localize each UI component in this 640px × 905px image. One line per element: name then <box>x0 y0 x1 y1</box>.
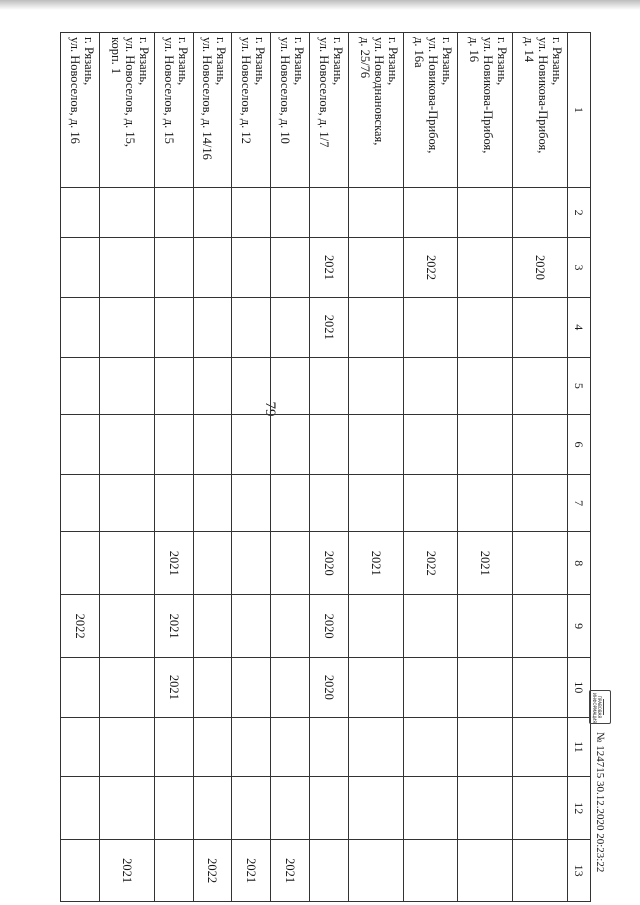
address-line: ул. Новикова-Прибоя, <box>536 37 550 154</box>
value-cell: 2021 <box>232 840 271 902</box>
value-cell <box>232 777 271 840</box>
column-header-13: 13 <box>568 840 591 902</box>
value-cell <box>310 357 349 415</box>
value-cell <box>513 532 568 595</box>
table-row <box>310 33 349 902</box>
column-header-11: 11 <box>568 717 591 777</box>
address-line: корп. 1 <box>108 37 123 75</box>
value-cell <box>513 658 568 718</box>
schedule-table <box>60 32 591 902</box>
table-row <box>458 33 513 902</box>
value-cell: 2021 <box>310 297 349 357</box>
table-row <box>99 33 154 902</box>
value-cell <box>458 297 513 357</box>
value-cell <box>193 474 232 532</box>
address-line: г. Рязань, <box>292 37 306 86</box>
value-cell <box>310 474 349 532</box>
address-cell <box>458 33 513 188</box>
value-cell <box>271 415 310 475</box>
value-cell <box>513 595 568 658</box>
value-cell <box>271 777 310 840</box>
address-line: ул. Новоселов, д. 15 <box>161 37 176 144</box>
value-cell <box>310 415 349 475</box>
value-cell <box>99 415 154 475</box>
address-line: ул. Новикова-Прибоя, <box>481 37 496 154</box>
value-cell <box>403 658 458 718</box>
address-cell <box>271 33 310 188</box>
value-cell <box>154 238 193 298</box>
column-header-10: 10 <box>568 658 591 718</box>
value-cell <box>271 658 310 718</box>
address-line: г. Рязань, <box>495 37 510 86</box>
value-cell: 2022 <box>193 840 232 902</box>
value-cell <box>348 238 403 298</box>
value-cell <box>154 357 193 415</box>
value-cell <box>99 777 154 840</box>
value-cell: 2020 <box>310 595 349 658</box>
schedule-table-container <box>60 32 591 902</box>
address-line: ул. Новоднановская, <box>371 37 386 146</box>
value-cell: 2021 <box>154 595 193 658</box>
address-line: г. Рязань, <box>330 37 345 86</box>
column-header-2: 2 <box>568 187 591 237</box>
column-header-12: 12 <box>568 777 591 840</box>
emblem-line-1: ПРАВОВАЯ <box>597 695 602 719</box>
value-cell <box>348 595 403 658</box>
value-cell <box>232 297 271 357</box>
value-cell <box>458 717 513 777</box>
value-cell <box>99 595 154 658</box>
value-cell <box>61 840 100 902</box>
value-cell <box>513 357 568 415</box>
value-cell <box>348 717 403 777</box>
value-cell: 2020 <box>513 238 568 298</box>
value-cell <box>99 187 154 237</box>
value-cell <box>310 777 349 840</box>
document-registration-id: № 124715 30.12.2020 20:23:22 <box>594 732 606 873</box>
column-header-9: 9 <box>568 595 591 658</box>
value-cell <box>271 474 310 532</box>
value-cell: 2021 <box>154 532 193 595</box>
value-cell: 2022 <box>61 595 100 658</box>
value-cell <box>232 238 271 298</box>
value-cell <box>310 840 349 902</box>
value-cell <box>403 187 458 237</box>
address-cell <box>403 33 458 188</box>
value-cell <box>348 357 403 415</box>
address-line: г. Рязань, <box>81 37 96 86</box>
value-cell <box>193 717 232 777</box>
value-cell <box>403 595 458 658</box>
column-header-4: 4 <box>568 297 591 357</box>
value-cell <box>99 238 154 298</box>
value-cell <box>271 357 310 415</box>
value-cell <box>154 474 193 532</box>
address-line: ул. Новикова-Прибоя, <box>426 37 441 154</box>
value-cell <box>513 297 568 357</box>
emblem-line-2: ИНФОРМАЦИЯ <box>592 693 597 724</box>
address-cell <box>154 33 193 188</box>
address-line: ул. Новоселов, д. 10 <box>278 37 292 144</box>
value-cell <box>271 717 310 777</box>
value-cell <box>348 187 403 237</box>
value-cell <box>232 357 271 415</box>
value-cell <box>348 297 403 357</box>
value-cell <box>458 777 513 840</box>
address-line: г. Рязань, <box>136 37 151 86</box>
address-line: д. 16а <box>412 37 427 68</box>
value-cell: 2021 <box>348 532 403 595</box>
address-line: д. 25/76 <box>357 37 372 79</box>
value-cell <box>232 415 271 475</box>
column-header-6: 6 <box>568 415 591 475</box>
registration-stamp <box>585 690 615 890</box>
value-cell <box>232 187 271 237</box>
value-cell <box>154 717 193 777</box>
value-cell: 2020 <box>310 658 349 718</box>
value-cell <box>348 415 403 475</box>
address-line: ул. Новоселов, д. 14/16 <box>200 37 215 160</box>
table-row <box>154 33 193 902</box>
column-header-1: 1 <box>568 33 591 188</box>
address-line: г. Рязань, <box>253 37 268 86</box>
value-cell <box>99 532 154 595</box>
value-cell <box>193 187 232 237</box>
value-cell <box>193 357 232 415</box>
address-line: д. 14 <box>522 37 536 63</box>
value-cell <box>99 357 154 415</box>
value-cell <box>193 532 232 595</box>
value-cell <box>271 532 310 595</box>
address-line: г. Рязань, <box>440 37 455 86</box>
value-cell <box>348 777 403 840</box>
column-header-5: 5 <box>568 357 591 415</box>
value-cell: 2021 <box>310 238 349 298</box>
value-cell <box>271 297 310 357</box>
value-cell <box>458 415 513 475</box>
value-cell <box>403 840 458 902</box>
value-cell <box>271 595 310 658</box>
value-cell <box>232 595 271 658</box>
value-cell <box>193 415 232 475</box>
value-cell <box>232 532 271 595</box>
value-cell <box>458 658 513 718</box>
value-cell <box>232 658 271 718</box>
value-cell <box>232 474 271 532</box>
value-cell <box>310 717 349 777</box>
address-cell <box>99 33 154 188</box>
address-cell <box>348 33 403 188</box>
value-cell <box>61 658 100 718</box>
value-cell <box>99 474 154 532</box>
value-cell <box>61 297 100 357</box>
value-cell: 2021 <box>99 840 154 902</box>
address-cell <box>232 33 271 188</box>
value-cell <box>513 415 568 475</box>
value-cell <box>61 474 100 532</box>
value-cell <box>348 658 403 718</box>
value-cell <box>458 595 513 658</box>
value-cell: 2021 <box>271 840 310 902</box>
value-cell <box>403 777 458 840</box>
value-cell <box>193 297 232 357</box>
value-cell <box>403 357 458 415</box>
address-cell <box>310 33 349 188</box>
value-cell <box>61 187 100 237</box>
value-cell <box>61 777 100 840</box>
page-number: 79 <box>262 401 278 417</box>
address-cell <box>513 33 568 188</box>
address-line: ул. Новоселов, д. 12 <box>239 37 254 144</box>
emblem-crown-icon <box>603 699 608 715</box>
value-cell: 2021 <box>458 532 513 595</box>
value-cell <box>154 297 193 357</box>
value-cell <box>154 840 193 902</box>
value-cell: 2021 <box>154 658 193 718</box>
value-cell <box>193 238 232 298</box>
value-cell <box>232 717 271 777</box>
value-cell <box>61 357 100 415</box>
value-cell <box>271 238 310 298</box>
value-cell <box>403 717 458 777</box>
table-row <box>403 33 458 902</box>
address-line: г. Рязань, <box>385 37 400 86</box>
column-header-3: 3 <box>568 238 591 298</box>
value-cell <box>513 777 568 840</box>
value-cell <box>458 474 513 532</box>
table-row <box>193 33 232 902</box>
value-cell <box>99 717 154 777</box>
value-cell <box>193 595 232 658</box>
value-cell <box>458 187 513 237</box>
table-row <box>348 33 403 902</box>
value-cell <box>458 357 513 415</box>
address-cell <box>193 33 232 188</box>
value-cell <box>348 840 403 902</box>
value-cell <box>403 297 458 357</box>
value-cell: 2022 <box>403 238 458 298</box>
value-cell <box>99 297 154 357</box>
value-cell <box>513 187 568 237</box>
legal-info-emblem <box>589 690 611 724</box>
value-cell <box>458 238 513 298</box>
value-cell <box>193 658 232 718</box>
value-cell <box>513 717 568 777</box>
value-cell <box>99 658 154 718</box>
address-line: ул. Новоселов, д. 16 <box>67 37 82 144</box>
value-cell <box>403 415 458 475</box>
address-line: ул. Новоселов, д. 15, <box>122 37 137 147</box>
table-row <box>61 33 100 902</box>
value-cell <box>154 415 193 475</box>
value-cell <box>348 474 403 532</box>
column-header-7: 7 <box>568 474 591 532</box>
value-cell <box>154 187 193 237</box>
address-line: г. Рязань, <box>550 37 564 86</box>
address-line: ул. Новоселов, д. 1/7 <box>316 37 331 148</box>
value-cell <box>310 187 349 237</box>
value-cell <box>61 532 100 595</box>
value-cell: 2022 <box>403 532 458 595</box>
value-cell <box>403 474 458 532</box>
address-line: г. Рязань, <box>175 37 190 86</box>
value-cell <box>61 238 100 298</box>
value-cell <box>193 777 232 840</box>
value-cell <box>458 840 513 902</box>
value-cell <box>61 415 100 475</box>
value-cell <box>154 777 193 840</box>
table-row <box>513 33 568 902</box>
address-line: д. 16 <box>467 37 482 63</box>
table-row <box>271 33 310 902</box>
value-cell <box>61 717 100 777</box>
value-cell <box>513 840 568 902</box>
address-line: г. Рязань, <box>214 37 229 86</box>
value-cell <box>271 187 310 237</box>
column-header-8: 8 <box>568 532 591 595</box>
scan-top-edge <box>0 0 640 10</box>
value-cell <box>513 474 568 532</box>
address-cell <box>61 33 100 188</box>
value-cell: 2020 <box>310 532 349 595</box>
table-row <box>232 33 271 902</box>
